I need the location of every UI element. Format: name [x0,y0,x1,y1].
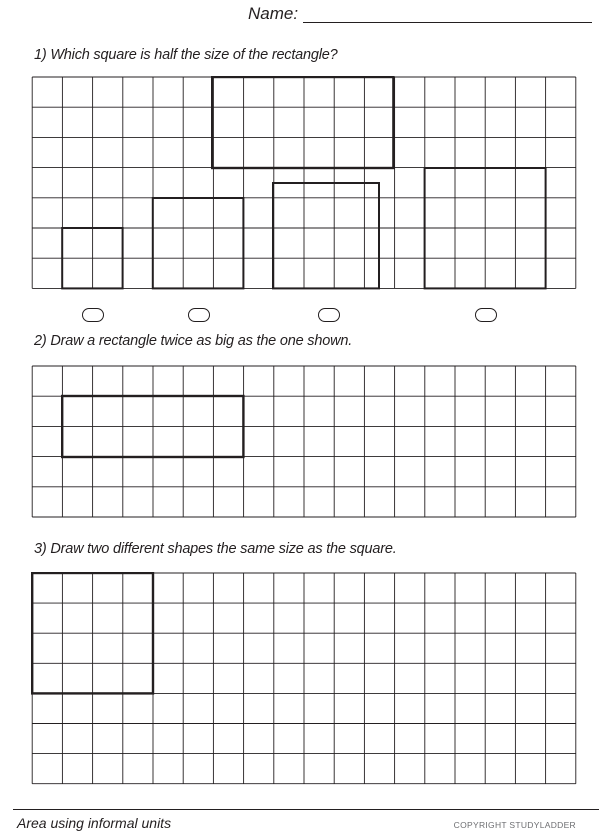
answer-bubble-c[interactable] [318,308,340,322]
square-b [153,198,244,288]
square-c [273,183,379,288]
question-1-text: 1) Which square is half the size of the rectangle? [34,47,338,63]
rectangle-shape [212,77,393,168]
answer-bubble-d[interactable] [475,308,497,322]
footer-rule [13,809,599,810]
answer-bubble-a[interactable] [82,308,104,322]
question-3-text: 3) Draw two different shapes the same size as the square. [34,541,397,557]
question-2-grid[interactable] [31,365,581,520]
name-field-line[interactable] [303,22,592,23]
question-2-text: 2) Draw a rectangle twice as big as the one shown. [34,333,353,349]
name-label: Name: [248,4,299,23]
question-1-grid [31,76,581,296]
copyright-text: COPYRIGHT STUDYLADDER [453,820,576,830]
question-3-grid[interactable] [31,572,581,787]
footer-title: Area using informal units [17,815,172,831]
answer-bubble-b[interactable] [188,308,210,322]
